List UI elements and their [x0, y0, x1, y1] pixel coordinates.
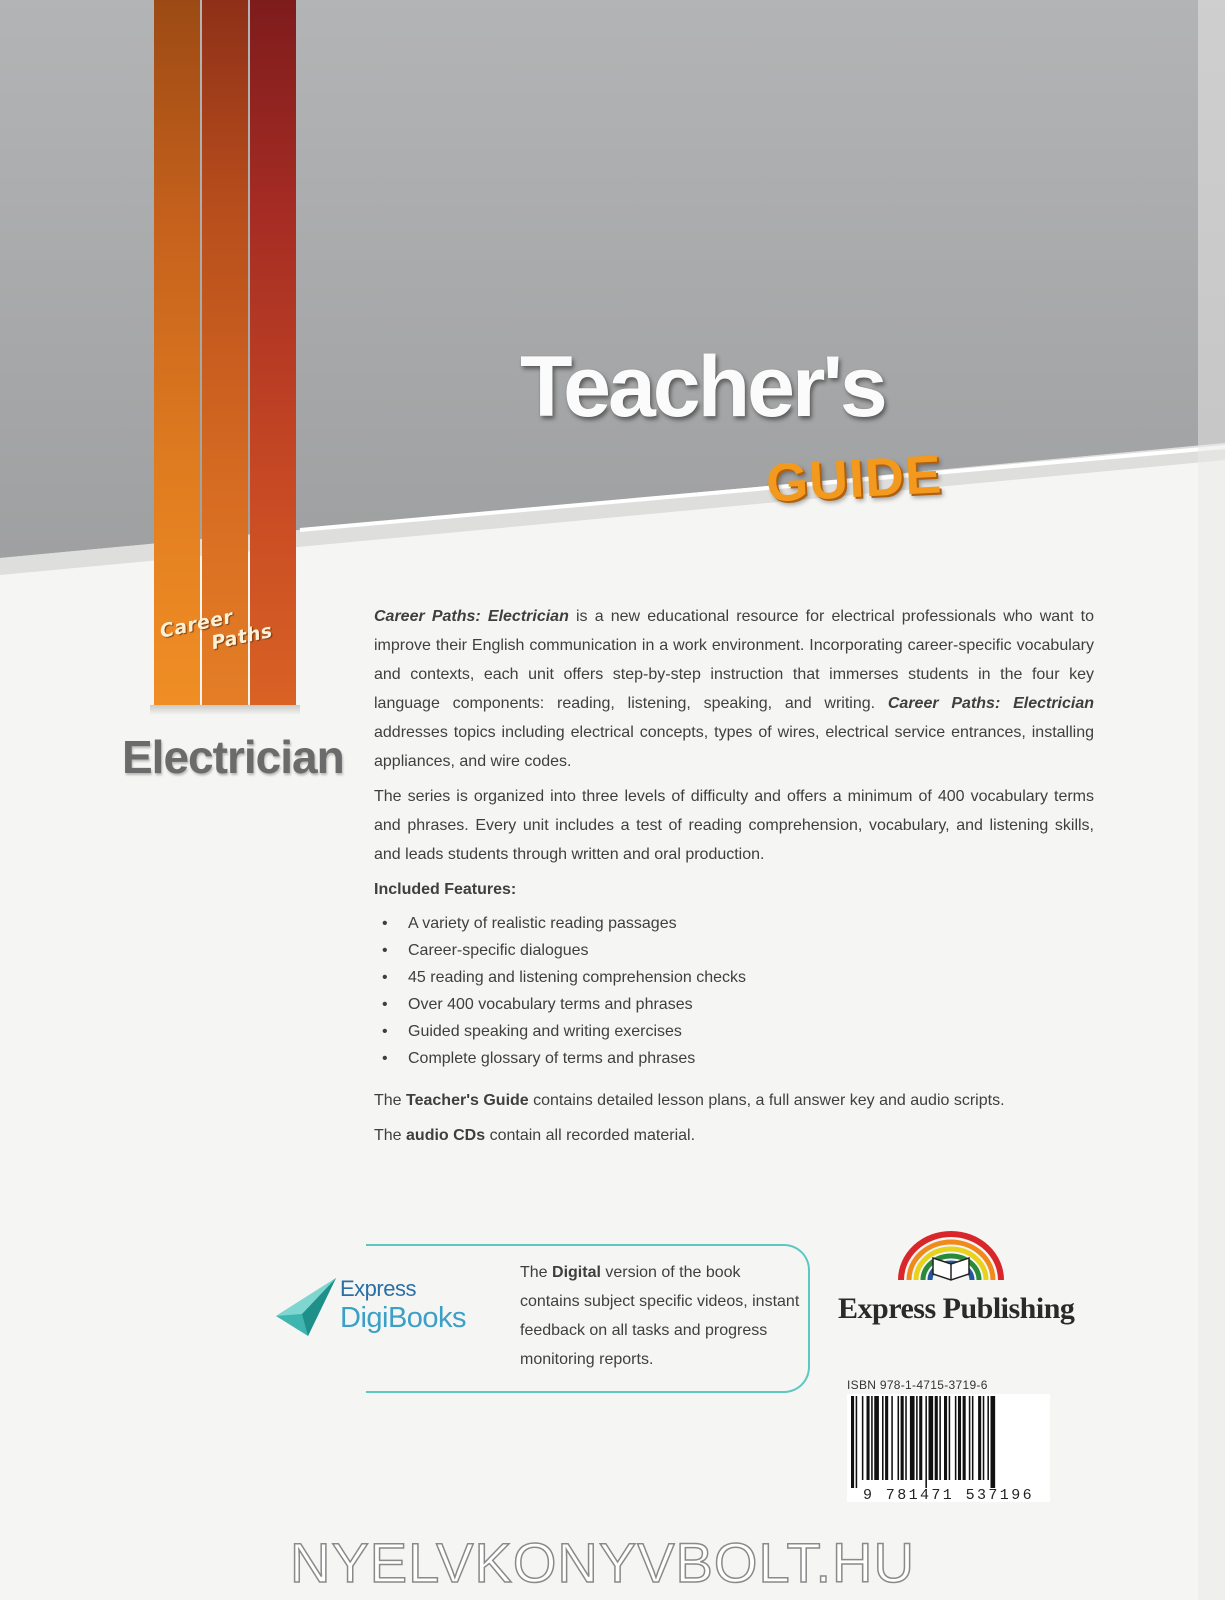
- barcode: [847, 1394, 1050, 1502]
- barcode-bar: [916, 1396, 918, 1480]
- digibooks-brand-line2: DigiBooks: [340, 1302, 467, 1334]
- barcode-bar: [963, 1396, 966, 1480]
- barcode-bar: [929, 1396, 934, 1480]
- barcode-bar: [935, 1396, 938, 1480]
- barcode-bar: [867, 1396, 870, 1480]
- audio-cd-note: [374, 1121, 1094, 1150]
- paper-plane-icon: [276, 1278, 338, 1338]
- feature-item: • Career-specific dialogues: [382, 937, 1094, 964]
- feature-item: • Complete glossary of terms and phrases: [382, 1045, 1094, 1072]
- publisher-name: Express Publishing: [838, 1292, 1075, 1325]
- barcode-bar: [978, 1396, 981, 1480]
- isbn-text: ISBN 978-1-4715-3719-6: [847, 1378, 988, 1392]
- barcode-bar: [874, 1396, 879, 1480]
- barcode-bar: [991, 1396, 996, 1488]
- barcode-bar: [910, 1396, 915, 1480]
- feature-item: • Guided speaking and writing exercises: [382, 1018, 1094, 1045]
- teachers-heading: Teacher's: [520, 339, 885, 435]
- barcode-bar: [972, 1396, 974, 1480]
- feature-item: • A variety of realistic reading passages: [382, 910, 1094, 937]
- digibooks-brand-line1: Express: [340, 1276, 416, 1301]
- barcode-bar: [939, 1396, 941, 1480]
- barcode-bar: [949, 1396, 951, 1480]
- cd-post: contain all recorded material.: [485, 1127, 696, 1144]
- series-paragraph: The series is organized into three levels of difficulty and offers a minimum of 400 vocabulary terms and phrases. Every unit includes a test of reading comprehension, vocabulary, and listening skills, and leads students through written and oral production.: [374, 788, 1094, 863]
- intro-lead-2: Career Paths: Electrician: [887, 695, 1095, 712]
- career-paths-logo-line1: Career: [157, 605, 236, 643]
- intro-text-b: addresses topics including electrical concepts, types of wires, electrical service entrances, installing appliances, and wire codes.: [374, 724, 1094, 770]
- barcode-bar: [856, 1396, 858, 1488]
- barcode-bar: [905, 1396, 907, 1480]
- intro-paragraph: [374, 602, 1094, 776]
- barcode-bar: [925, 1396, 927, 1488]
- feature-item: • Over 400 vocabulary terms and phrases: [382, 991, 1094, 1018]
- description-block: [374, 602, 1094, 1156]
- tg-pre: The: [374, 1092, 407, 1109]
- career-paths-logo-line2: Paths: [209, 619, 275, 655]
- barcode-bar: [944, 1396, 947, 1480]
- intro-lead: Career Paths: Electrician: [374, 608, 569, 625]
- barcode-bar: [901, 1396, 904, 1480]
- barcode-bar: [983, 1396, 985, 1480]
- barcode-digits: 9 781471 537196: [862, 1487, 1035, 1504]
- cd-bold: audio CDs: [406, 1127, 486, 1144]
- barcode-bar: [851, 1396, 854, 1488]
- barcode-bar: [955, 1396, 957, 1480]
- digi-desc-pre: The: [520, 1264, 553, 1281]
- intro-text-a: is a new educational resource for electrical professionals who want to improve their English communication in a work environment. Incorporating career-specific vocabulary and contexts, each unit offers step-by-step instruction that immerses students in the four key language components: reading, listening, speaking, and writing.: [374, 608, 1094, 712]
- barcode-bar: [919, 1396, 922, 1480]
- barcode-bar: [969, 1396, 971, 1480]
- barcode-bar: [958, 1396, 961, 1480]
- teachers-guide-note: [374, 1086, 1094, 1115]
- orange-red-stripe: [202, 0, 248, 705]
- digi-desc-bold: Digital: [552, 1264, 601, 1281]
- features-heading: Included Features:: [374, 881, 517, 898]
- barcode-bar: [898, 1396, 900, 1480]
- tg-post: contains detailed lesson plans, a full answer key and audio scripts.: [528, 1092, 1005, 1109]
- stripe-shadow: [150, 705, 300, 715]
- book-title: Electrician: [122, 731, 344, 783]
- tg-bold: Teacher's Guide: [406, 1092, 529, 1109]
- barcode-bar: [885, 1396, 888, 1480]
- digibooks-description: [520, 1258, 800, 1374]
- barcode-bar: [891, 1396, 893, 1480]
- express-publishing-rainbow-book-icon: [895, 1228, 1007, 1286]
- features-list: [374, 910, 1094, 1072]
- orange-stripe: [154, 0, 200, 705]
- barcode-bar: [871, 1396, 873, 1480]
- barcode-bar: [882, 1396, 884, 1480]
- guide-heading: GUIDE: [764, 444, 944, 514]
- cd-pre: The: [374, 1127, 407, 1144]
- barcode-bar: [987, 1396, 989, 1480]
- digi-desc-post: version of the book contains subject specific videos, instant feedback on all tasks and progress monitoring reports.: [520, 1264, 800, 1368]
- watermark-text: NYELVKONYVBOLT.HU: [290, 1531, 915, 1594]
- barcode-bar: [862, 1396, 864, 1480]
- feature-item: • 45 reading and listening comprehension checks: [382, 964, 1094, 991]
